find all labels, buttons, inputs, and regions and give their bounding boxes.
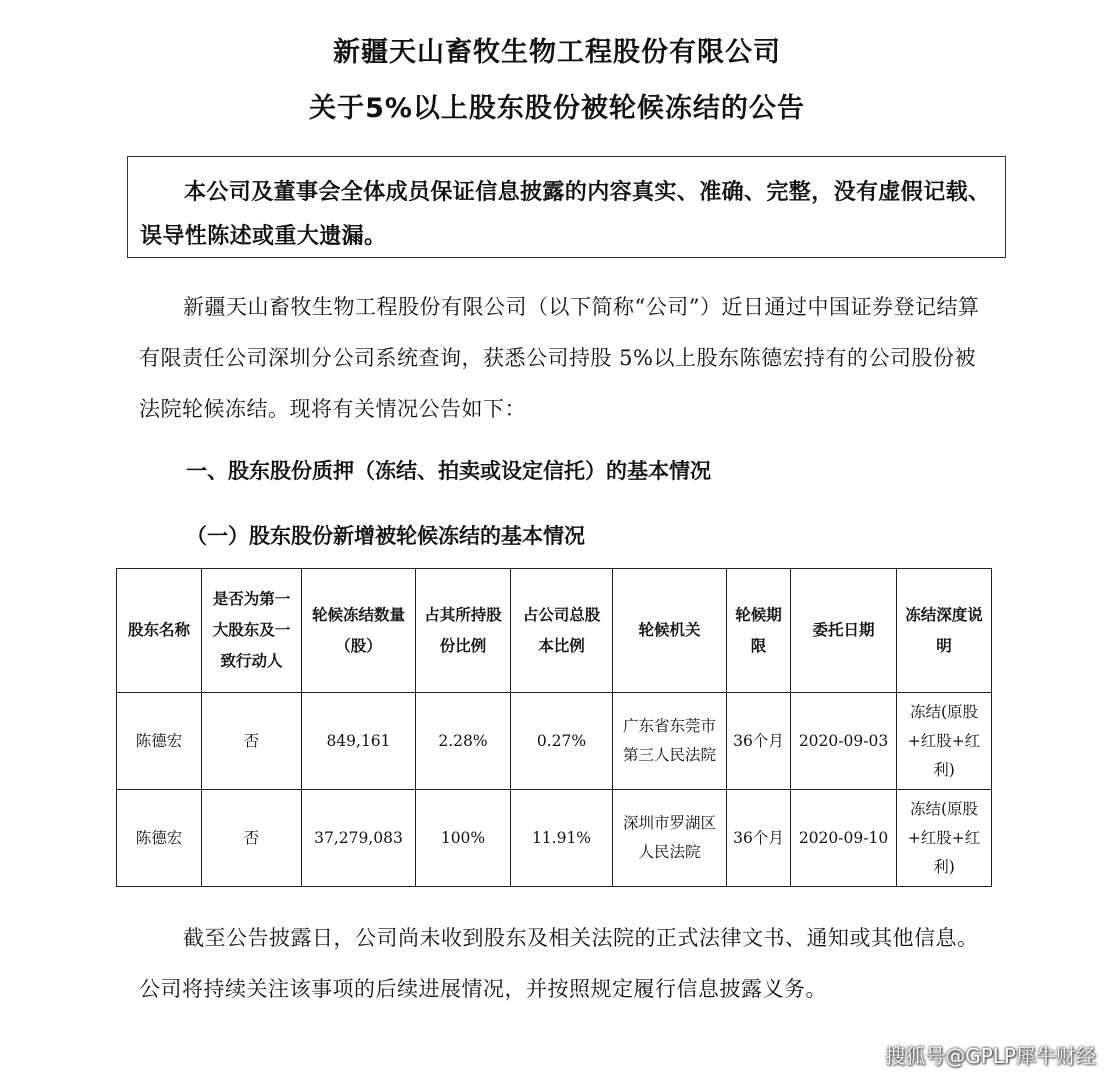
cell-shareholder-name: 陈德宏	[117, 790, 202, 887]
cell-freeze-period: 36个月	[727, 790, 791, 887]
cell-commission-date: 2020-09-03	[791, 693, 897, 790]
cell-commission-date: 2020-09-10	[791, 790, 897, 887]
source-watermark: 搜狐号@GPLP犀牛财经	[885, 1044, 1096, 1068]
table-header-row	[117, 569, 992, 693]
table-row	[117, 693, 992, 790]
cell-ratio-of-total-shares: 0.27%	[511, 693, 613, 790]
header-frozen-quantity: 轮候冻结数量（股）	[302, 569, 416, 693]
cell-freeze-depth: 冻结(原股+红股+红利)	[897, 790, 992, 887]
header-commission-date: 委托日期	[791, 569, 897, 693]
announcement-title-subject: 关于5%以上股东股份被轮候冻结的公告	[309, 93, 805, 124]
cell-ratio-of-holdings: 100%	[416, 790, 511, 887]
header-is-largest-shareholder: 是否为第一大股东及一致行动人	[202, 569, 302, 693]
header-ratio-of-holdings: 占其所持股份比例	[416, 569, 511, 693]
cell-frozen-quantity: 37,279,083	[302, 790, 416, 887]
closing-paragraph: 截至公告披露日，公司尚未收到股东及相关法院的正式法律文书、通知或其他信息。公司将持续关注该事项的后续进展情况，并按照规定履行信息披露义务。	[139, 926, 979, 1001]
header-ratio-of-total-shares: 占公司总股本比例	[511, 569, 613, 693]
table-row	[117, 790, 992, 887]
section-heading-1: 一、股东股份质押（冻结、拍卖或设定信托）的基本情况	[186, 459, 711, 483]
cell-is-largest-shareholder: 否	[202, 790, 302, 887]
board-guarantee-notice-text: 本公司及董事会全体成员保证信息披露的内容真实、准确、完整，没有虚假记载、误导性陈述或重大遗漏。	[140, 180, 991, 249]
header-freeze-depth: 冻结深度说明	[897, 569, 992, 693]
cell-freeze-period: 36个月	[727, 693, 791, 790]
cell-is-largest-shareholder: 否	[202, 693, 302, 790]
freeze-details-table	[116, 568, 992, 887]
cell-frozen-quantity: 849,161	[302, 693, 416, 790]
board-guarantee-notice-box	[127, 156, 1006, 258]
cell-freeze-depth: 冻结(原股+红股+红利)	[897, 693, 992, 790]
cell-freezing-authority: 深圳市罗湖区人民法院	[613, 790, 727, 887]
cell-ratio-of-holdings: 2.28%	[416, 693, 511, 790]
cell-shareholder-name: 陈德宏	[117, 693, 202, 790]
announcement-title-company: 新疆天山畜牧生物工程股份有限公司	[333, 37, 781, 68]
header-shareholder-name: 股东名称	[117, 569, 202, 693]
header-freeze-period: 轮候期限	[727, 569, 791, 693]
header-freezing-authority: 轮候机关	[613, 569, 727, 693]
intro-paragraph: 新疆天山畜牧生物工程股份有限公司（以下简称“公司”）近日通过中国证券登记结算有限责任公司深圳分公司系统查询，获悉公司持股 5%以上股东陈德宏持有的公司股份被法院轮候冻结。现将有关情况公告如下：	[139, 295, 980, 421]
subsection-heading-1: （一）股东股份新增被轮候冻结的基本情况	[186, 524, 585, 548]
cell-freezing-authority: 广东省东莞市第三人民法院	[613, 693, 727, 790]
cell-ratio-of-total-shares: 11.91%	[511, 790, 613, 887]
